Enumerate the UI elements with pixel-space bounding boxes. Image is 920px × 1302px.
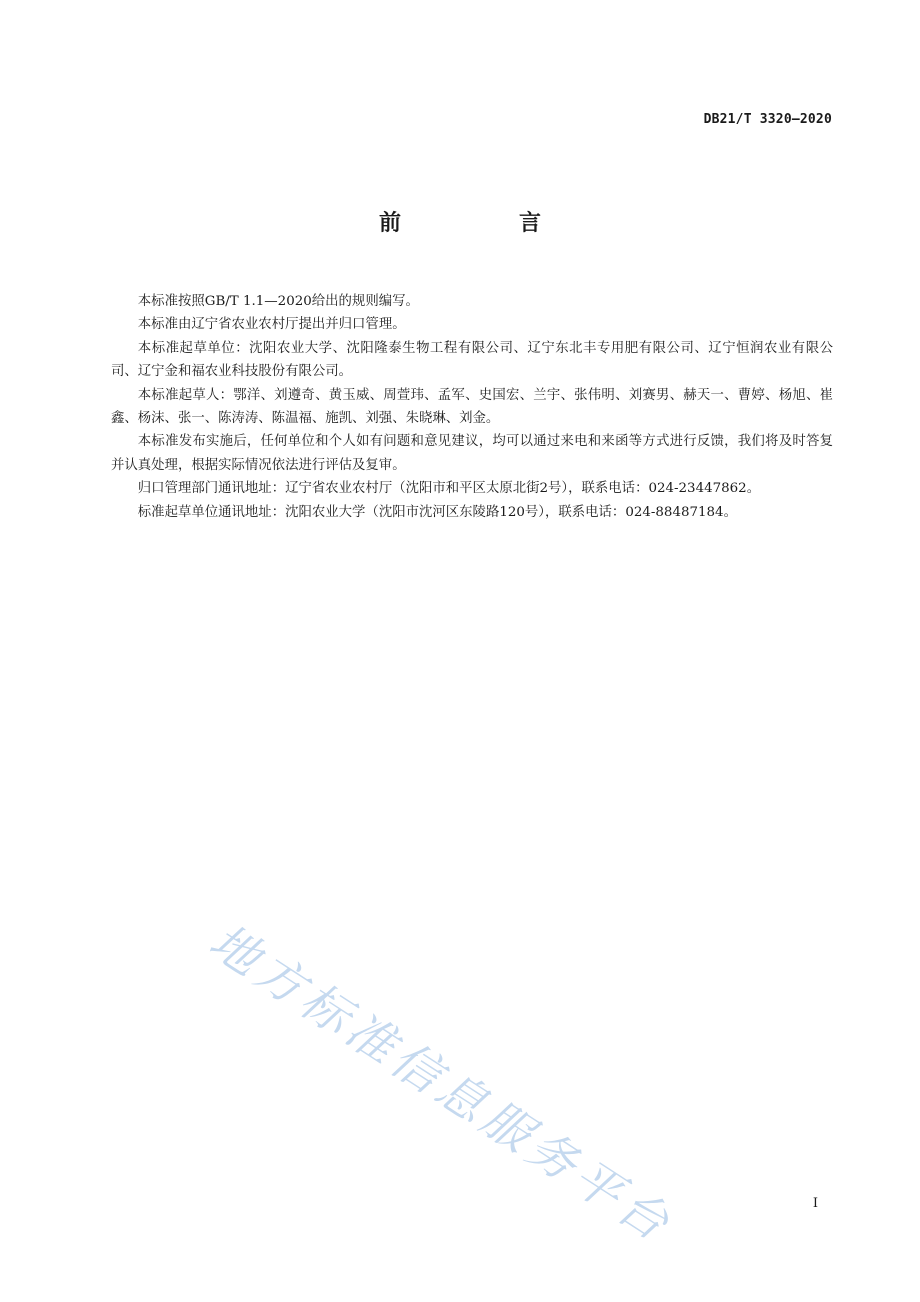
paragraph-drafters: 本标准起草人：鄂洋、刘遵奇、黄玉威、周萱玮、孟军、史国宏、兰宇、张伟明、刘赛男、赫天一、曹婷、杨旭、崔鑫、杨沫、张一、陈涛涛、陈温福、施凯、刘强、朱晓琳、刘金。	[111, 387, 833, 427]
paragraph-drafter-address: 标准起草单位通讯地址：沈阳农业大学（沈阳市沈河区东陵路120号），联系电话：024-88487184。	[137, 504, 737, 520]
paragraph-feedback: 本标准发布实施后，任何单位和个人如有问题和意见建议，均可以通过来电和来函等方式进行反馈，我们将及时答复并认真处理，根据实际情况依法进行评估及复审。	[111, 434, 833, 473]
paragraph-drafting-units: 本标准起草单位：沈阳农业大学、沈阳隆泰生物工程有限公司、辽宁东北丰专用肥有限公司、辽宁恒润农业有限公司、辽宁金和福农业科技股份有限公司。	[111, 340, 833, 380]
paragraph-authority-address: 归口管理部门通讯地址：辽宁省农业农村厅（沈阳市和平区太原北街2号），联系电话：024-23447862。	[137, 481, 761, 497]
paragraph-drafting-rules: 本标准按照GB/T 1.1—2020给出的规则编写。	[137, 294, 419, 309]
foreword-body	[111, 290, 833, 524]
watermark: 地方标准信息服务平台	[199, 913, 683, 1255]
document-code: DB21/T 3320—2020	[703, 112, 832, 127]
page-title: 前 言	[378, 211, 589, 236]
page-number: I	[812, 1196, 818, 1211]
paragraph-proposer: 本标准由辽宁省农业农村厅提出并归口管理。	[137, 317, 406, 333]
